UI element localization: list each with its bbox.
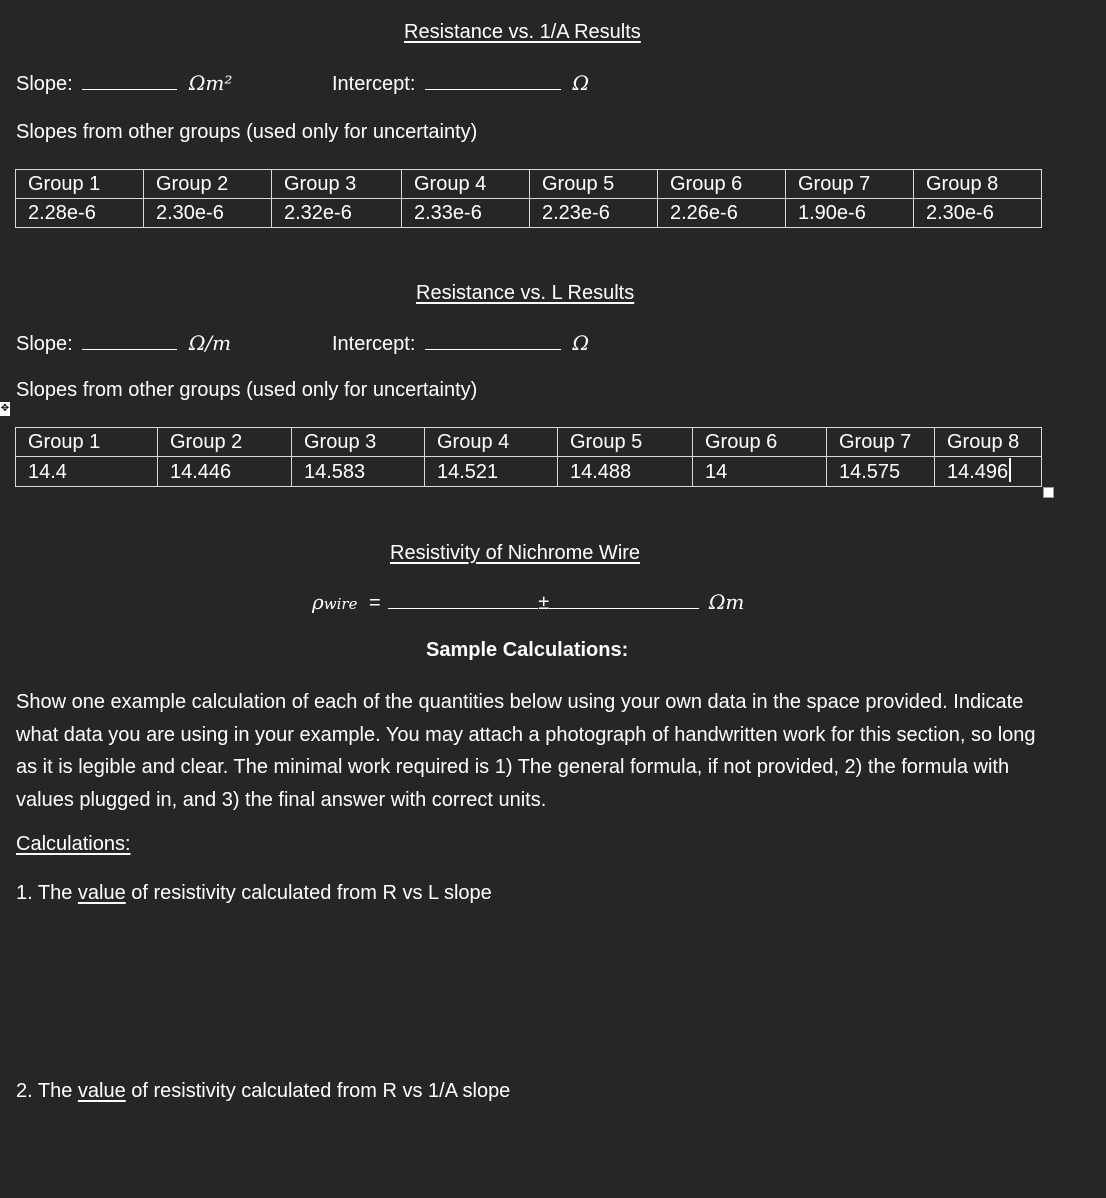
others-label-1: Slopes from other groups (used only for uncertainty) bbox=[16, 121, 478, 143]
groups-table-1 bbox=[15, 169, 1042, 228]
intercept-unit: Ω bbox=[572, 71, 590, 95]
resistivity-row bbox=[312, 590, 744, 615]
table-row bbox=[16, 199, 1042, 228]
table-cell[interactable]: 2.32e-6 bbox=[272, 199, 402, 228]
calc-item-1-prefix: 1. The bbox=[16, 882, 78, 904]
section1-title: Resistance vs. 1/A Results bbox=[404, 21, 641, 43]
section2-title: Resistance vs. L Results bbox=[416, 282, 635, 304]
intercept-row-1 bbox=[332, 71, 589, 96]
slope-blank[interactable] bbox=[82, 348, 177, 350]
sample-heading: Sample Calculations: bbox=[426, 639, 629, 661]
calc-item-1 bbox=[16, 882, 492, 905]
table-cell[interactable]: Group 2 bbox=[158, 428, 292, 457]
table-cell[interactable]: Group 8 bbox=[914, 170, 1042, 199]
slope-row-1 bbox=[16, 71, 232, 96]
table-cell[interactable]: 14.488 bbox=[558, 457, 693, 487]
resistivity-value-blank[interactable] bbox=[388, 607, 538, 609]
slope-label: Slope: bbox=[16, 333, 73, 355]
table-cell[interactable]: Group 1 bbox=[16, 170, 144, 199]
calc-item-2-underlined: value bbox=[77, 1080, 126, 1102]
move-handle-icon[interactable]: ✥ bbox=[0, 403, 10, 414]
equals-sign: = bbox=[369, 592, 381, 614]
table-cell[interactable]: 2.26e-6 bbox=[658, 199, 786, 228]
table-cell[interactable]: 2.23e-6 bbox=[530, 199, 658, 228]
section3-title: Resistivity of Nichrome Wire bbox=[390, 542, 641, 564]
table-cell[interactable]: 14 bbox=[693, 457, 827, 487]
table-cell[interactable]: Group 2 bbox=[144, 170, 272, 199]
calc-item-2-prefix: 2. The bbox=[16, 1080, 78, 1102]
slope-label: Slope: bbox=[16, 73, 73, 95]
table-cell-active[interactable] bbox=[935, 457, 1042, 487]
table-row bbox=[16, 457, 1042, 487]
slope-unit: Ω/m bbox=[188, 331, 232, 355]
table-cell[interactable]: 14.583 bbox=[292, 457, 425, 487]
table-cell[interactable]: 2.30e-6 bbox=[144, 199, 272, 228]
table-cell[interactable]: Group 6 bbox=[693, 428, 827, 457]
intercept-blank[interactable] bbox=[425, 88, 561, 90]
calc-item-1-underlined: value bbox=[77, 882, 126, 904]
table-cell[interactable]: 14.4 bbox=[16, 457, 158, 487]
table-cell[interactable]: 14.521 bbox=[425, 457, 558, 487]
table-cell[interactable]: Group 6 bbox=[658, 170, 786, 199]
rho-symbol: ρ bbox=[312, 590, 324, 614]
table-cell[interactable]: Group 7 bbox=[827, 428, 935, 457]
resistivity-uncertainty-blank[interactable] bbox=[549, 607, 699, 609]
table-cell[interactable]: Group 5 bbox=[558, 428, 693, 457]
intercept-blank[interactable] bbox=[425, 348, 561, 350]
intercept-label: Intercept: bbox=[332, 73, 416, 95]
intercept-unit: Ω bbox=[572, 331, 590, 355]
table-cell[interactable]: 14.446 bbox=[158, 457, 292, 487]
table-cell[interactable]: Group 7 bbox=[786, 170, 914, 199]
slope-blank[interactable] bbox=[82, 88, 177, 90]
table-cell[interactable]: Group 8 bbox=[935, 428, 1042, 457]
slope-row-2 bbox=[16, 331, 231, 356]
instructions-paragraph: Show one example calculation of each of the quantities below using your own data in the space provided. Indicate what data you are using in your example. You may attach a photograph of handwritten work for this section, so long as it is legible and clear. The minimal work required is 1) The general formula, if not provided, 2) the formula with values plugged in, and 3) the final answer with correct units. bbox=[16, 691, 1036, 811]
groups-table-2 bbox=[15, 427, 1042, 487]
table-cell[interactable]: Group 4 bbox=[425, 428, 558, 457]
table-cell[interactable]: Group 3 bbox=[292, 428, 425, 457]
table-cell[interactable]: Group 1 bbox=[16, 428, 158, 457]
table-resize-handle[interactable] bbox=[1043, 487, 1054, 498]
calc-item-2-suffix: of resistivity calculated from R vs 1/A slope bbox=[125, 1080, 511, 1102]
table-header-row bbox=[16, 428, 1042, 457]
intercept-row-2 bbox=[332, 331, 589, 356]
text-cursor bbox=[1009, 458, 1011, 482]
resistivity-unit: Ωm bbox=[708, 590, 745, 614]
table-cell[interactable]: Group 4 bbox=[402, 170, 530, 199]
table-cell[interactable]: Group 5 bbox=[530, 170, 658, 199]
others-label-2: Slopes from other groups (used only for uncertainty) bbox=[16, 379, 478, 401]
intercept-label: Intercept: bbox=[332, 333, 416, 355]
table-cell[interactable]: 2.30e-6 bbox=[914, 199, 1042, 228]
table-header-row bbox=[16, 170, 1042, 199]
calc-item-1-suffix: of resistivity calculated from R vs L slope bbox=[125, 882, 492, 904]
table-cell[interactable]: 1.90e-6 bbox=[786, 199, 914, 228]
table-cell[interactable]: 14.575 bbox=[827, 457, 935, 487]
table-cell[interactable]: 2.33e-6 bbox=[402, 199, 530, 228]
slope-unit: Ωm² bbox=[188, 71, 233, 95]
plus-minus: ± bbox=[538, 592, 550, 614]
rho-subscript: wire bbox=[323, 595, 358, 613]
calculations-label: Calculations: bbox=[16, 833, 131, 855]
table-cell[interactable]: 2.28e-6 bbox=[16, 199, 144, 228]
calc-item-2 bbox=[16, 1080, 510, 1103]
active-cell-text: 14.496 bbox=[947, 461, 1009, 483]
table-cell[interactable]: Group 3 bbox=[272, 170, 402, 199]
